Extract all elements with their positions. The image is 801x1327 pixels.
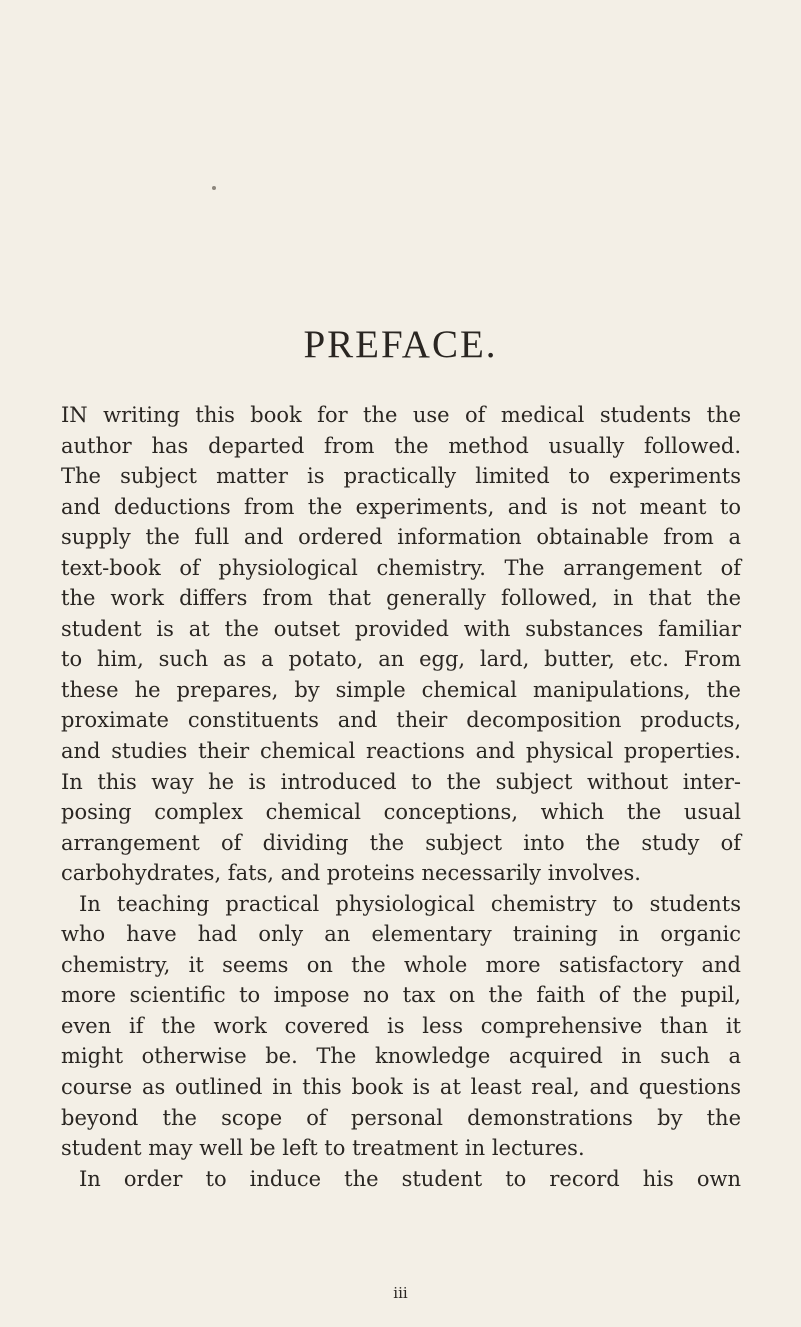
text-line: beyond the scope of personal demonstrations by the (61, 1105, 741, 1130)
text-line: carbohydrates, fats, and proteins necessarily involves. (61, 861, 641, 886)
text-line: and deductions from the experiments, and is not meant to (61, 494, 741, 519)
text-line: In order to induce the student to record his own (79, 1166, 741, 1191)
text-line: these he prepares, by simple chemical manipulations, the (61, 677, 741, 702)
text-line: author has departed from the method usually followed. (61, 433, 741, 458)
paper-speck (212, 186, 216, 190)
text-line: posing complex chemical conceptions, which the usual (61, 800, 741, 825)
text-line: who have had only an elementary training in organic (61, 922, 741, 947)
text-line: chemistry, it seems on the whole more satisfactory and (61, 952, 741, 977)
text-line: more scientific to impose no tax on the faith of the pupil, (61, 983, 741, 1008)
text-line: IN writing this book for the use of medical students the (61, 403, 741, 427)
text-line: The subject matter is practically limited to experiments (61, 464, 741, 489)
text-line: student may well be left to treatment in lectures. (61, 1136, 585, 1161)
text-line: In teaching practical physiological chemistry to students (79, 891, 741, 916)
text-line: to him, such as a potato, an egg, lard, butter, etc. From (61, 647, 741, 672)
text-line: might otherwise be. The knowledge acquired in such a (61, 1044, 741, 1069)
page-number: iii (393, 1284, 408, 1302)
preface-body (61, 400, 741, 1194)
text-line: proximate constituents and their decomposition products, (61, 708, 741, 733)
text-line: supply the full and ordered information obtainable from a (61, 525, 741, 550)
text-line: the work differs from that generally followed, in that the (61, 586, 741, 611)
text-line: and studies their chemical reactions and physical properties. (61, 739, 741, 764)
text-line: student is at the outset provided with substances familiar (61, 616, 741, 641)
page-title: PREFACE. (303, 323, 498, 366)
text-line: course as outlined in this book is at least real, and questions (61, 1075, 741, 1100)
text-line: arrangement of dividing the subject into the study of (61, 830, 741, 855)
text-line: In this way he is introduced to the subject without inter- (61, 769, 741, 794)
text-line: even if the work covered is less comprehensive than it (61, 1013, 741, 1038)
text-line: text-book of physiological chemistry. The arrangement of (61, 555, 741, 580)
